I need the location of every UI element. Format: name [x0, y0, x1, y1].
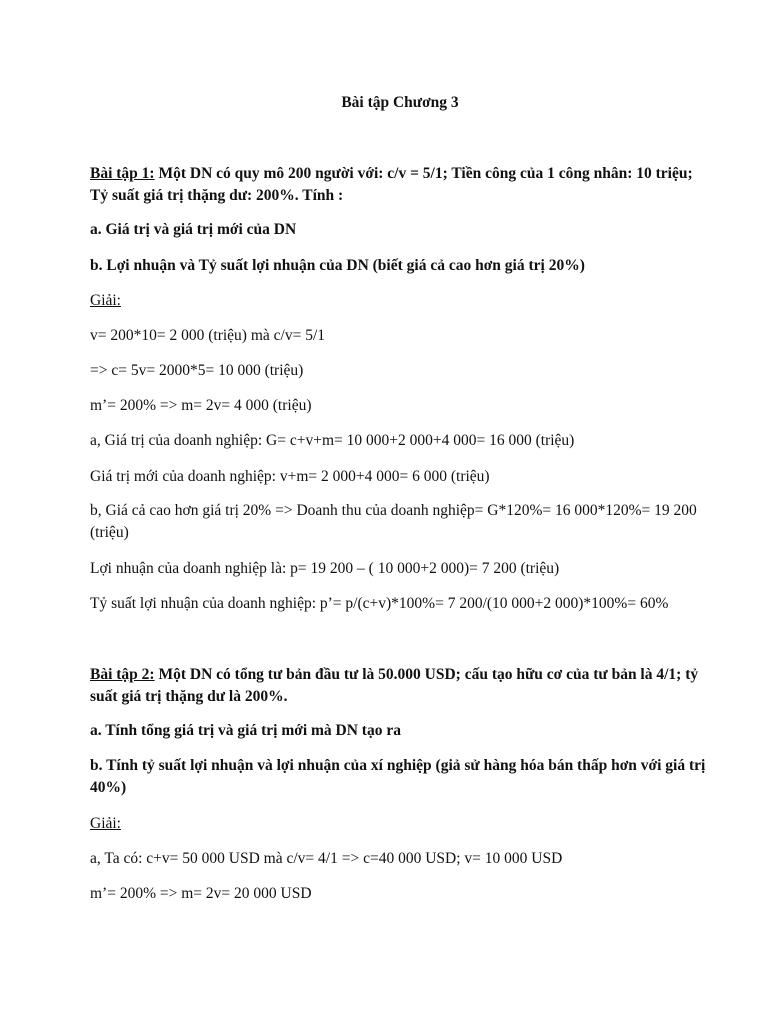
exercise-1-step: Tỷ suất lợi nhuận của doanh nghiệp: p’= p/(c+v)*100%= 7 200/(10 000+2 000)*100%= 60% — [90, 595, 669, 612]
exercise-1-solution-label: Giải: — [90, 292, 121, 309]
exercise-1-step: v= 200*10= 2 000 (triệu) mà c/v= 5/1 — [90, 327, 326, 344]
exercise-1-part-a: a. Giá trị và giá trị mới của DN — [90, 221, 297, 238]
exercise-2-label: Bài tập 2: — [90, 666, 155, 683]
exercise-1-prompt — [90, 163, 710, 207]
exercise-2-step: m’= 200% => m= 2v= 20 000 USD — [90, 885, 312, 902]
exercise-1-step: Lợi nhuận của doanh nghiệp là: p= 19 200 – ( 10 000+2 000)= 7 200 (triệu) — [90, 560, 560, 577]
exercise-1-step: m’= 200% => m= 2v= 4 000 (triệu) — [90, 397, 312, 414]
exercise-1-step: Giá trị mới của doanh nghiệp: v+m= 2 000+4 000= 6 000 (triệu) — [90, 468, 490, 485]
exercise-1-step: => c= 5v= 2000*5= 10 000 (triệu) — [90, 362, 304, 379]
document-title: Bài tập Chương 3 — [341, 94, 459, 111]
exercise-2-solution-label: Giải: — [90, 815, 121, 832]
exercise-1-part-b: b. Lợi nhuận và Tỷ suất lợi nhuận của DN (biết giá cả cao hơn giá trị 20%) — [90, 257, 585, 274]
exercise-1-label: Bài tập 1: — [90, 165, 155, 182]
exercise-2-prompt — [90, 664, 710, 708]
exercise-2-part-b: b. Tính tỷ suất lợi nhuận và lợi nhuận của xí nghiệp (giả sử hàng hóa bán thấp hơn với giá trị 40%) — [90, 757, 706, 796]
exercise-2-part-a: a. Tính tổng giá trị và giá trị mới mà DN tạo ra — [90, 722, 401, 739]
exercise-2-step: a, Ta có: c+v= 50 000 USD mà c/v= 4/1 => c=40 000 USD; v= 10 000 USD — [90, 850, 563, 867]
exercise-1-step: b, Giá cả cao hơn giá trị 20% => Doanh thu của doanh nghiệp= G*120%= 16 000*120%= 19 200 (triệu) — [90, 502, 697, 541]
exercise-1-step: a, Giá trị của doanh nghiệp: G= c+v+m= 10 000+2 000+4 000= 16 000 (triệu) — [90, 432, 575, 449]
exercise-2-text: Một DN có tổng tư bản đầu tư là 50.000 USD; cấu tạo hữu cơ của tư bản là 4/1; tỷ suất giá trị thặng dư là 200%. — [90, 666, 699, 705]
exercise-1-text: Một DN có quy mô 200 người với: c/v = 5/1; Tiền công của 1 công nhân: 10 triệu; Tỷ suất giá trị thặng dư: 200%. Tính : — [90, 165, 693, 204]
